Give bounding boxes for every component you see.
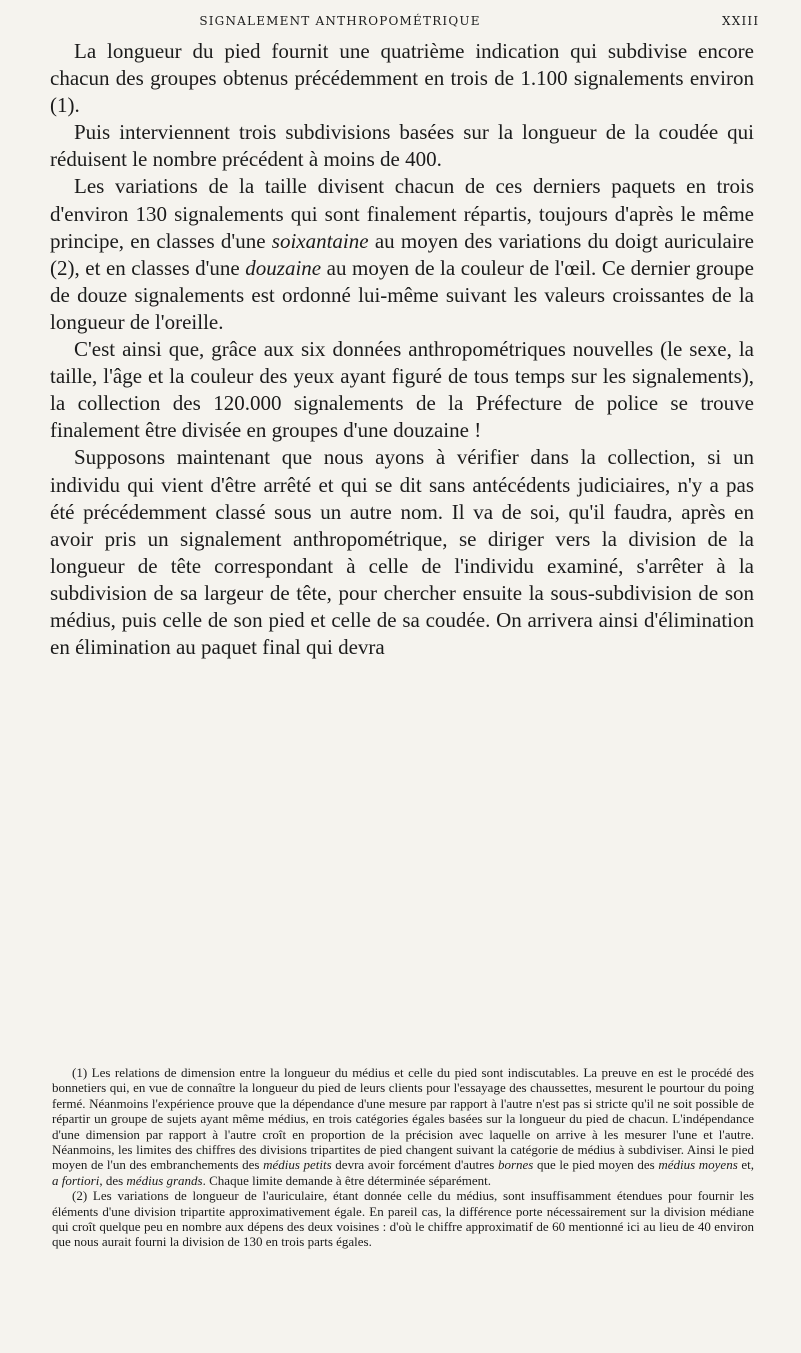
main-text <box>50 38 754 661</box>
footnote-text: devra avoir forcément d'autres <box>331 1157 498 1173</box>
paragraph-height-classes <box>50 173 754 336</box>
emphasis: médius petits <box>263 1157 332 1173</box>
paragraph-verification: Supposons maintenant que nous ayons à vérifier dans la collection, si un individu qui vient d'être arrêté et qui se dit sans antécédents judiciaires, n'y a pas été précédemment classé sous un autre nom. Il va de soi, qu'il faudra, après en avoir pris un signalement anthropométrique, se diriger vers la division de la longueur de tête correspondant à celle de l'individu examiné, s'arrêter à la subdivision de sa largeur de tête, pour chercher ensuite la sous-subdivision de son médius, puis celle de son pied et celle de sa coudée. On arrivera ainsi d'élimination en élimination au paquet final qui devra <box>50 445 754 660</box>
footnote-text: que le pied moyen des <box>533 1157 659 1173</box>
running-title: SIGNALEMENT ANTHROPOMÉTRIQUE <box>199 14 481 28</box>
emphasis: médius moyens <box>658 1157 738 1173</box>
page-number: XXIII <box>722 14 760 28</box>
emphasis-douzaine: douzaine <box>245 255 322 280</box>
paragraph-collection: C'est ainsi que, grâce aux six données anthropométriques nouvelles (le sexe, la taille, l'âge et la couleur des yeux ayant figuré de tous temps sur les signalements), la collection des 120.000 signalements de la Préfecture de police se trouve finalement être divisée en groupes d'une douzaine ! <box>50 337 754 443</box>
emphasis: a fortiori <box>52 1172 100 1188</box>
running-header <box>0 14 801 34</box>
footnote-text: . Chaque limite demande à être déterminée séparément. <box>202 1172 492 1188</box>
footnotes <box>52 1065 754 1250</box>
paragraph-text: Les variations de la taille divisent chacun de ces derniers paquets en trois d'environ 130 signalements qui sont finalement répartis, toujours d'après le même principe, en classes d'une <box>50 174 754 253</box>
footnote-text: , des <box>99 1172 127 1188</box>
footnote-text: (1) Les relations de dimension entre la longueur du médius et celle du pied sont indiscutables. La preuve en est le procédé des bonnetiers qui, en vue de connaître la longueur du pied de leurs clients pour l'essayage des chaussettes, mesurent le pourtour du poing fermé. Néanmoins l'expérience prouve que la dépendance d'une mesure par rapport à l'autre n'est pas si stricte qu'il ne soit possible de répartir un groupe de sujets ayant même médius, en trois catégories égales basées sur la longueur du pied de chacun. L'indépendance d'une dimension par rapport à l'autre croît en proportion de la précision avec laquelle on arrive à les mesurer l'une et l'autre. Néanmoins, les limites des chiffres des divisions tripartites de pied changent suivant la catégorie de médius à subdiviser. Ainsi le pied moyen de l'un des embranchements des <box>52 1065 754 1173</box>
paragraph-text: au moyen de la couleur de l'œil. Ce dernier groupe de douze signalements est ordonné lui-même suivant les valeurs croissantes de la longueur de l'oreille. <box>50 255 754 334</box>
paragraph-cubit: Puis interviennent trois subdivisions basées sur la longueur de la coudée qui réduisent le nombre précédent à moins de 400. <box>50 120 754 172</box>
emphasis-soixantaine: soixantaine <box>271 228 369 253</box>
emphasis: médius grands <box>126 1172 203 1188</box>
footnote-1 <box>52 1065 754 1188</box>
footnote-2: (2) Les variations de longueur de l'auriculaire, étant donnée celle du médius, sont insuffisamment étendues pour fournir les éléments d'une division tripartite approximativement égale. En pareil cas, la différence porte nécessairement sur la division médiane qui croît quelque peu en nombre aux dépens des deux voisines : d'où le chiffre approximatif de 60 mentionné ici au lieu de 40 environ que nous aurait fourni la division de 130 en trois parts égales. <box>52 1188 754 1250</box>
emphasis: bornes <box>497 1157 534 1173</box>
paragraph-text: au moyen des variations du doigt auriculaire (2), et en classes d'une <box>50 228 754 280</box>
paragraph-foot-length: La longueur du pied fournit une quatrième indication qui subdivise encore chacun des groupes obtenus précédemment en trois de 1.100 signalements environ (1). <box>50 39 754 118</box>
footnote-text: et, <box>737 1157 755 1173</box>
